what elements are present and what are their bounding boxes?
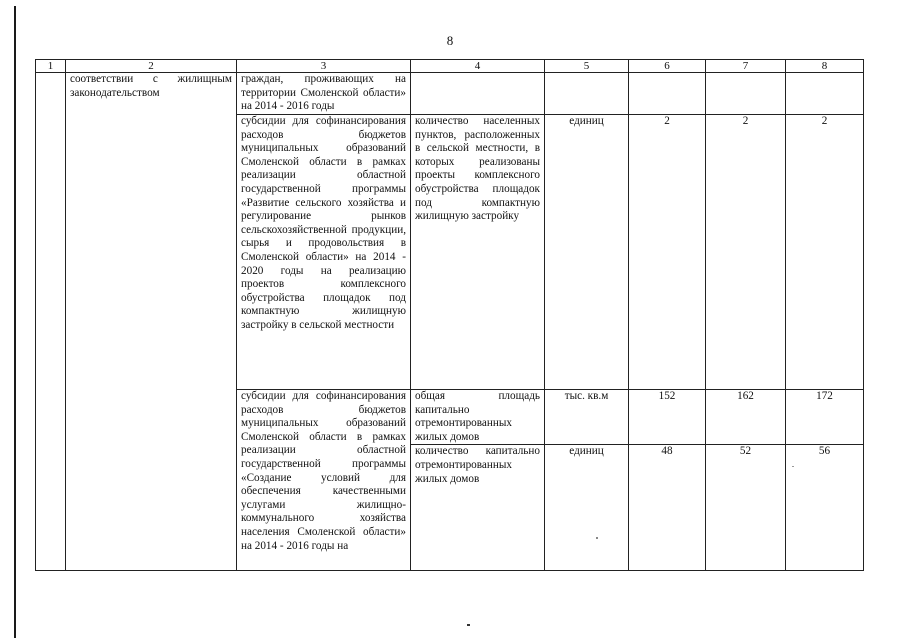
value-2014-cell: 48 [629,445,706,571]
header-col-5: 5 [545,60,629,73]
unit-cell: тыс. кв.м [545,390,629,445]
scan-speck [596,537,598,539]
scan-speck [792,466,794,467]
row-number-cell [36,73,66,571]
header-col-4: 4 [411,60,545,73]
header-row [36,60,864,73]
header-col-8: 8 [786,60,864,73]
unit-cell: единиц [545,445,629,571]
value-2014-cell: 152 [629,390,706,445]
indicators-table [35,59,864,571]
value-2015-cell: 52 [706,445,786,571]
header-col-1: 1 [36,60,66,73]
unit-cell [545,73,629,115]
unit-cell: единиц [545,115,629,390]
value-2015-cell [706,73,786,115]
subsidy-description-cell: субсидии для софинансирования расходов бюджетов муниципальных образований Смоленской области в рамках реализации областной государственной программы «Создание условий для обеспечения качественными услугами жилищно-коммунального хозяйства населения Смоленской области» на 2014 - 2016 годы на [237,390,411,571]
header-col-6: 6 [629,60,706,73]
value-2014-cell: 2 [629,115,706,390]
value-2016-cell [786,73,864,115]
value-2016-cell: 2 [786,115,864,390]
value-2015-cell: 2 [706,115,786,390]
header-col-2: 2 [66,60,237,73]
legal-basis-cell: соответствии с жилищным законодательством [66,73,237,571]
value-2016-cell: 56 [786,445,864,571]
subsidy-description-cell: субсидии для софинансирования расходов бюджетов муниципальных образований Смоленской области в рамках реализации областной государственной программы «Развитие сельского хозяйства и регулирование рынков сельскохозяйственной продукции, сырья и продовольствия в Смоленской области» на 2014 - 2020 годы на реализацию проектов комплексного обустройства площадок под компактную жилищную застройку в сельской местности [237,115,411,390]
scan-speck [467,624,470,626]
page-number: 8 [446,33,454,48]
header-col-3: 3 [237,60,411,73]
header-col-7: 7 [706,60,786,73]
scan-border-line [14,6,16,638]
value-2015-cell: 162 [706,390,786,445]
value-2016-cell: 172 [786,390,864,445]
indicator-cell: количество населенных пунктов, расположенных в сельской местности, в которых реализованы проекты комплексного обустройства площадок под компактную жилищную застройку [411,115,545,390]
program-description-cell: граждан, проживающих на территории Смоленской области» на 2014 - 2016 годы [237,73,411,115]
indicator-cell: количество капитально отремонтированных жилых домов [411,445,545,571]
indicator-cell: общая площадь капитально отремонтированных жилых домов [411,390,545,445]
indicator-cell [411,73,545,115]
table-row [36,73,864,115]
value-2014-cell [629,73,706,115]
